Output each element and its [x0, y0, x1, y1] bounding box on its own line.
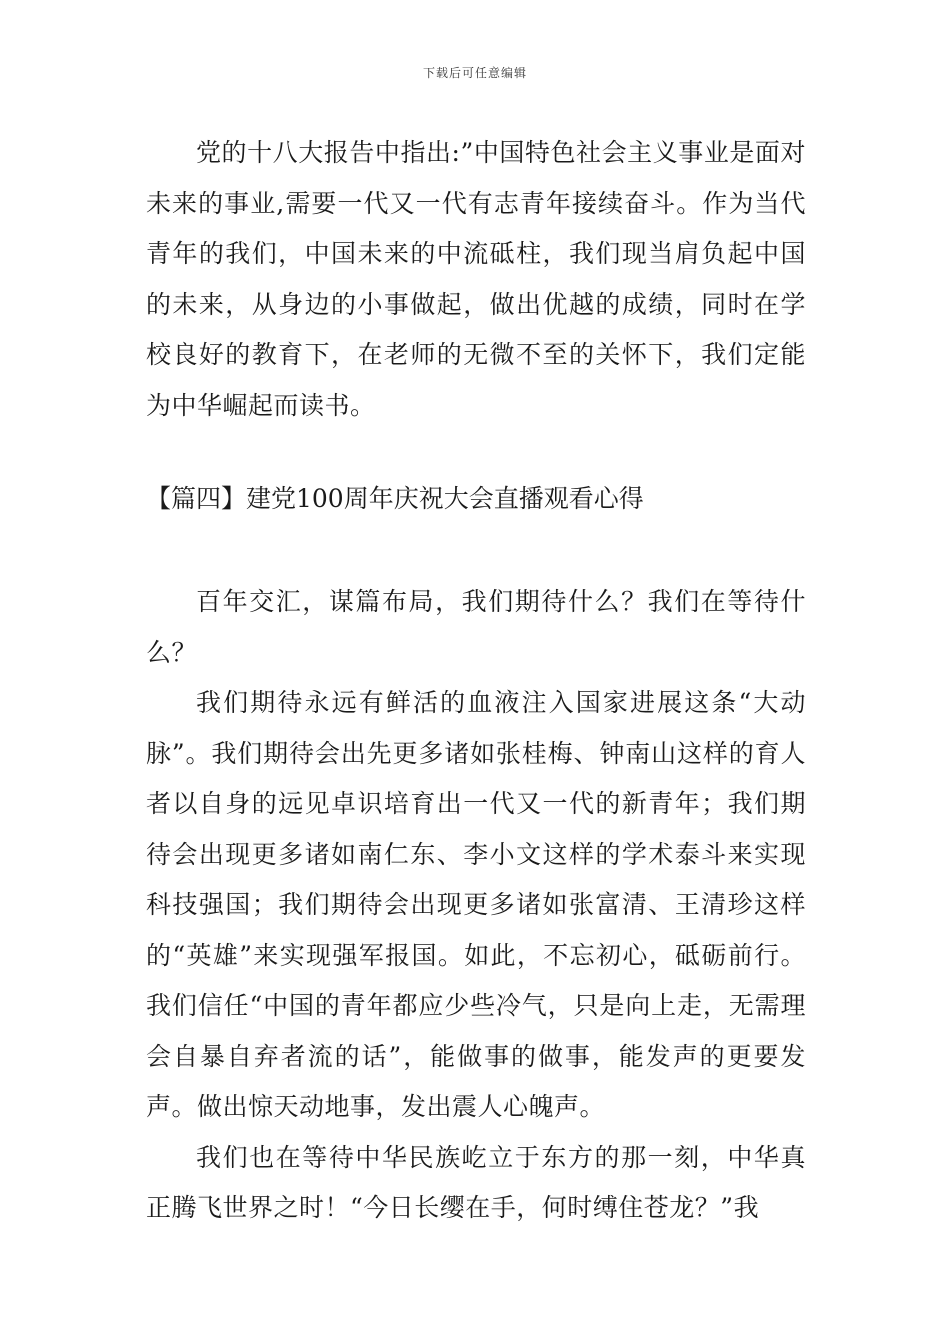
document-body — [146, 128, 806, 1234]
spacer — [146, 524, 806, 577]
paragraph: 百年交汇，谋篇布局，我们期待什么？我们在等待什么？ — [146, 587, 806, 667]
paragraph: 党的十八大报告中指出:”中国特色社会主义事业是面对未来的事业,需要一代又一代有志青年接续奋斗。作为当代青年的我们，中国未来的中流砥柱，我们现当肩负起中国的未来，从身边的小事做起，做出优越的成绩，同时在学校良好的教育下，在老师的无微不至的关怀下，我们定能为中华崛起而读书。 — [146, 138, 806, 420]
section-heading: 【篇四】建党100周年庆祝大会直播观看心得 — [146, 484, 644, 513]
page-header: 下载后可任意编辑 — [422, 66, 527, 80]
paragraph: 我们也在等待中华民族屹立于东方的那一刻，中华真正腾飞世界之时！“今日长缨在手，何时缚住苍龙？”我 — [146, 1142, 806, 1222]
spacer — [146, 431, 806, 474]
paragraph: 我们期待永远有鲜活的血液注入国家进展这条“大动脉”。我们期待会出先更多诸如张桂梅、钟南山这样的育人者以自身的远见卓识培育出一代又一代的新青年；我们期待会出现更多诸如南仁东、李小文这样的学术泰斗来实现科技强国；我们期待会出现更多诸如张富清、王清珍这样的“英雄”来实现强军报国。如此，不忘初心，砥砺前行。我们信任“中国的青年都应少些冷气，只是向上走，无需理会自暴自弃者流的话”，能做事的做事，能发声的更要发声。做出惊天动地事，发出震人心魄声。 — [146, 688, 806, 1121]
